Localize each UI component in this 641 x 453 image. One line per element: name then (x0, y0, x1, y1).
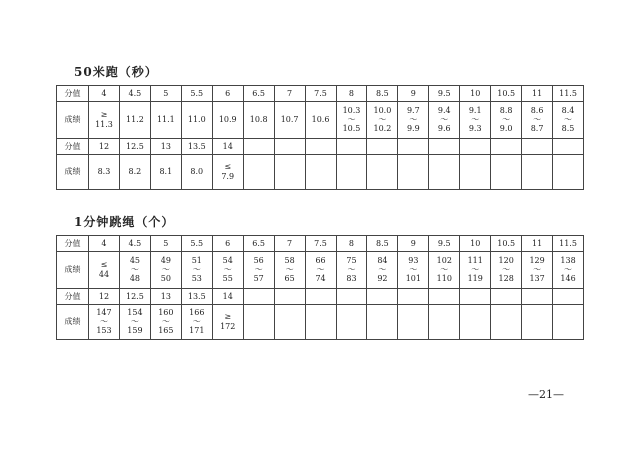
result-cell: 56 ～ 57 (243, 252, 274, 289)
result-cell (460, 305, 491, 340)
result-cell: 66 ～ 74 (305, 252, 336, 289)
table-row (57, 289, 584, 305)
score-cell (367, 289, 398, 305)
result-cell: 10.3 ～ 10.5 (336, 102, 367, 139)
result-cell (398, 155, 429, 190)
score-cell (522, 139, 553, 155)
score-table-50m-run (56, 85, 584, 190)
result-cell: 102 ～ 110 (429, 252, 460, 289)
score-cell (243, 139, 274, 155)
result-cell: 10.6 (305, 102, 336, 139)
score-cell: 12.5 (119, 139, 150, 155)
score-cell: 10 (460, 236, 491, 252)
result-cell: 138 ～ 146 (553, 252, 584, 289)
result-cell: ≤ 7.9 (212, 155, 243, 190)
table-row (57, 155, 584, 190)
score-cell: 8 (336, 236, 367, 252)
score-cell: 4 (89, 236, 120, 252)
score-cell: 13.5 (181, 139, 212, 155)
page-number: —21— (528, 388, 564, 401)
result-cell (429, 305, 460, 340)
result-cell: 166 ～ 171 (181, 305, 212, 340)
result-cell (522, 305, 553, 340)
score-cell: 9 (398, 236, 429, 252)
score-cell: 8.5 (367, 86, 398, 102)
score-cell: 7 (274, 236, 305, 252)
section-title-1min-rope-skipping: 1分钟跳绳（个） (74, 215, 175, 229)
score-cell: 7 (274, 86, 305, 102)
result-cell: 8.3 (89, 155, 120, 190)
score-cell (522, 289, 553, 305)
score-cell: 13 (150, 289, 181, 305)
score-cell: 7.5 (305, 236, 336, 252)
row-label-score: 分值 (57, 139, 89, 155)
score-cell: 11.5 (553, 86, 584, 102)
score-cell (398, 139, 429, 155)
result-cell: ≤ 44 (89, 252, 120, 289)
result-cell: 11.2 (119, 102, 150, 139)
score-cell: 10 (460, 86, 491, 102)
score-cell (305, 289, 336, 305)
score-cell: 9.5 (429, 86, 460, 102)
result-cell: 8.4 ～ 8.5 (553, 102, 584, 139)
result-cell: 9.4 ～ 9.6 (429, 102, 460, 139)
result-cell (398, 305, 429, 340)
score-cell: 9 (398, 86, 429, 102)
score-cell: 12 (89, 139, 120, 155)
result-cell (274, 155, 305, 190)
result-cell (553, 155, 584, 190)
result-cell (367, 305, 398, 340)
score-cell: 12.5 (119, 289, 150, 305)
score-table-1min-rope-skipping (56, 235, 584, 340)
score-cell: 11 (522, 236, 553, 252)
score-cell (274, 289, 305, 305)
result-cell (305, 155, 336, 190)
result-cell (243, 305, 274, 340)
result-cell: 11.0 (181, 102, 212, 139)
score-cell (429, 139, 460, 155)
result-cell: 8.0 (181, 155, 212, 190)
result-cell: 84 ～ 92 (367, 252, 398, 289)
score-cell: 5 (150, 236, 181, 252)
score-cell: 9.5 (429, 236, 460, 252)
result-cell: 8.8 ～ 9.0 (491, 102, 522, 139)
row-label-result: 成绩 (57, 252, 89, 289)
result-cell: 9.1 ～ 9.3 (460, 102, 491, 139)
result-cell: 8.1 (150, 155, 181, 190)
result-cell (491, 155, 522, 190)
score-cell (305, 139, 336, 155)
score-cell (491, 139, 522, 155)
result-cell: 111 ～ 119 (460, 252, 491, 289)
result-cell: 9.7 ～ 9.9 (398, 102, 429, 139)
result-cell: 11.1 (150, 102, 181, 139)
score-cell: 4 (89, 86, 120, 102)
table-row (57, 102, 584, 139)
score-cell: 14 (212, 289, 243, 305)
result-cell: 10.9 (212, 102, 243, 139)
score-cell: 8 (336, 86, 367, 102)
table-row (57, 139, 584, 155)
score-cell: 4.5 (119, 86, 150, 102)
row-label-result: 成绩 (57, 155, 89, 190)
table-row (57, 86, 584, 102)
result-cell: 10.8 (243, 102, 274, 139)
result-cell: 93 ～ 101 (398, 252, 429, 289)
result-cell (336, 305, 367, 340)
score-cell (398, 289, 429, 305)
row-label-score: 分值 (57, 289, 89, 305)
result-cell (429, 155, 460, 190)
score-cell: 11 (522, 86, 553, 102)
score-cell: 6.5 (243, 236, 274, 252)
result-cell (491, 305, 522, 340)
score-cell (274, 139, 305, 155)
score-cell: 5.5 (181, 86, 212, 102)
score-cell: 6.5 (243, 86, 274, 102)
result-cell (367, 155, 398, 190)
score-cell (553, 139, 584, 155)
result-cell: 120 ～ 128 (491, 252, 522, 289)
result-cell: 154 ～ 159 (119, 305, 150, 340)
result-cell (243, 155, 274, 190)
result-cell (460, 155, 491, 190)
score-cell: 5 (150, 86, 181, 102)
result-cell: 160 ～ 165 (150, 305, 181, 340)
result-cell: 8.6 ～ 8.7 (522, 102, 553, 139)
result-cell: ≥ 11.3 (89, 102, 120, 139)
result-cell: 10.7 (274, 102, 305, 139)
score-cell: 11.5 (553, 236, 584, 252)
score-cell: 6 (212, 236, 243, 252)
score-cell: 10.5 (491, 236, 522, 252)
score-cell (336, 289, 367, 305)
score-cell (460, 139, 491, 155)
result-cell: 10.0 ～ 10.2 (367, 102, 398, 139)
score-cell: 5.5 (181, 236, 212, 252)
result-cell: 129 ～ 137 (522, 252, 553, 289)
section-title-50m-run: 50米跑（秒） (74, 65, 158, 79)
table-row (57, 252, 584, 289)
score-cell (460, 289, 491, 305)
result-cell: 54 ～ 55 (212, 252, 243, 289)
result-cell: 8.2 (119, 155, 150, 190)
score-cell (243, 289, 274, 305)
table-row (57, 236, 584, 252)
result-cell: 58 ～ 65 (274, 252, 305, 289)
score-cell (429, 289, 460, 305)
score-cell: 13 (150, 139, 181, 155)
score-cell: 8.5 (367, 236, 398, 252)
score-cell: 12 (89, 289, 120, 305)
score-cell: 6 (212, 86, 243, 102)
result-cell (305, 305, 336, 340)
score-cell: 14 (212, 139, 243, 155)
result-cell (553, 305, 584, 340)
result-cell: 75 ～ 83 (336, 252, 367, 289)
result-cell: 147 ～ 153 (89, 305, 120, 340)
result-cell (522, 155, 553, 190)
score-cell (491, 289, 522, 305)
score-cell: 10.5 (491, 86, 522, 102)
score-cell (336, 139, 367, 155)
row-label-result: 成绩 (57, 305, 89, 340)
result-cell (336, 155, 367, 190)
row-label-score: 分值 (57, 236, 89, 252)
score-cell (367, 139, 398, 155)
result-cell: 49 ～ 50 (150, 252, 181, 289)
score-cell: 4.5 (119, 236, 150, 252)
score-cell (553, 289, 584, 305)
row-label-score: 分值 (57, 86, 89, 102)
table-row (57, 305, 584, 340)
row-label-result: 成绩 (57, 102, 89, 139)
score-cell: 7.5 (305, 86, 336, 102)
result-cell: 45 ～ 48 (119, 252, 150, 289)
result-cell: ≥ 172 (212, 305, 243, 340)
result-cell (274, 305, 305, 340)
result-cell: 51 ～ 53 (181, 252, 212, 289)
score-cell: 13.5 (181, 289, 212, 305)
